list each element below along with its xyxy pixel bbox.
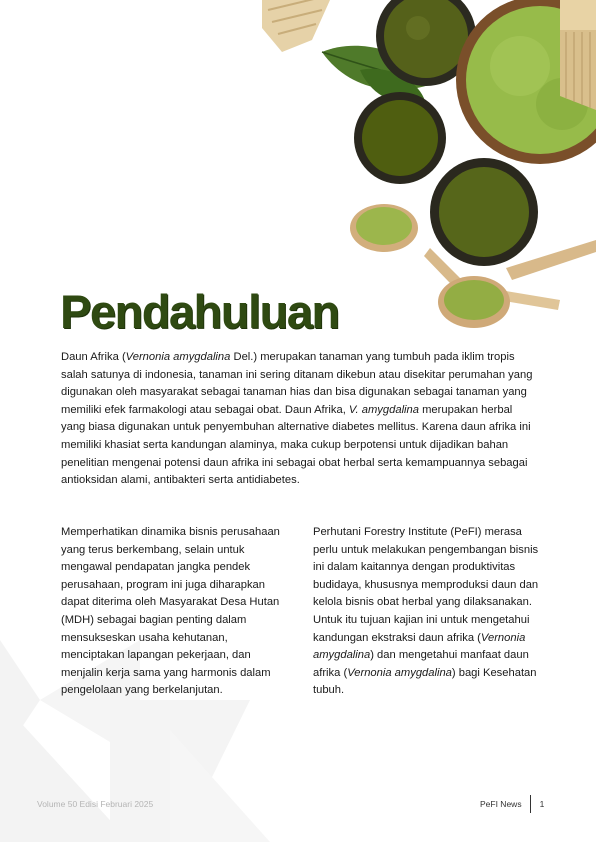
intro-text-2: Del.) merupakan tanaman yang tumbuh pada iklim tropis salah satunya di indonesia, tanaman ini sering ditanam dikebun atau disekitar perumahan yang digunakan oleh masyarakat sebagai tanaman hias dan bisa digunakan sebagai tanaman yang memiliki efek farmakologi atau sebagai obat. Daun Afrika, [61, 351, 533, 416]
bamboo-mat [262, 0, 330, 52]
species-name-italic: Vernonia amygdalina [313, 631, 526, 662]
tea-bowl-lower [430, 158, 538, 266]
intro-paragraph [61, 349, 539, 490]
column-left-paragraph: Memperhatikan dinamika bisnis perusahaan yang terus berkembang, selain untuk mengawal pendapatan jangka pendek perusahaan, program ini juga diharapkan dapat diterima oleh Masyarakat Desa Hutan (MDH) sebagai bagian penting dalam mensukseskan usaha kehutanan, menciptakan lapangan pekerjaan, dan menjalin kerja sama yang harmonis dalam pengelolaan yang berkelanjutan. [61, 526, 280, 697]
intro-text-1: Daun Afrika ( [61, 351, 126, 363]
column-right-paragraph [313, 524, 545, 700]
footer-divider [530, 795, 531, 813]
page-title: Pendahuluan [60, 285, 339, 338]
intro-text-3: merupakan herbal yang biasa digunakan untuk penyembuhan alternative diabetes mellitus. Karena daun afrika ini memiliki khasiat serta kandungan alaminya, maka cukup berpotensi untuk dijadikan bahan penelitian mengenai potensi daun afrika ini sebagai obat herbal serta kemampuannya sebagai antioksidan alami, antibakteri serta antidiabetes. [61, 403, 531, 487]
species-name-italic: Vernonia amygdalina [347, 666, 452, 679]
footer-publication-info [480, 795, 544, 813]
right-text-3: ) bagi Kesehatan tubuh. [313, 666, 537, 697]
right-text-2: ) dan mengetahui manfaat daun afrika ( [313, 649, 529, 679]
page-number: 1 [539, 799, 545, 809]
tea-bowl-middle [354, 92, 446, 184]
footer-edition: Volume 50 Edisi Februari 2025 [37, 799, 154, 809]
species-name-italic: Vernonia amygdalina [125, 351, 231, 363]
species-abbrev-italic: V. amygdalina [348, 403, 419, 416]
right-text-1: Perhutani Forestry Institute (PeFI) merasa perlu untuk melakukan pengembangan bisnis ini dalam kaitannya dengan produktivitas budidaya, khususnya memproduksi daun dan kelola bisnis obat herbal yang dilaksanakan. Untuk itu tujuan kajian ini untuk mengetahui kandungan ekstraksi daun afrika ( [313, 526, 539, 644]
bamboo-whisk [560, 0, 596, 110]
publication-name: PeFI News [480, 799, 522, 809]
